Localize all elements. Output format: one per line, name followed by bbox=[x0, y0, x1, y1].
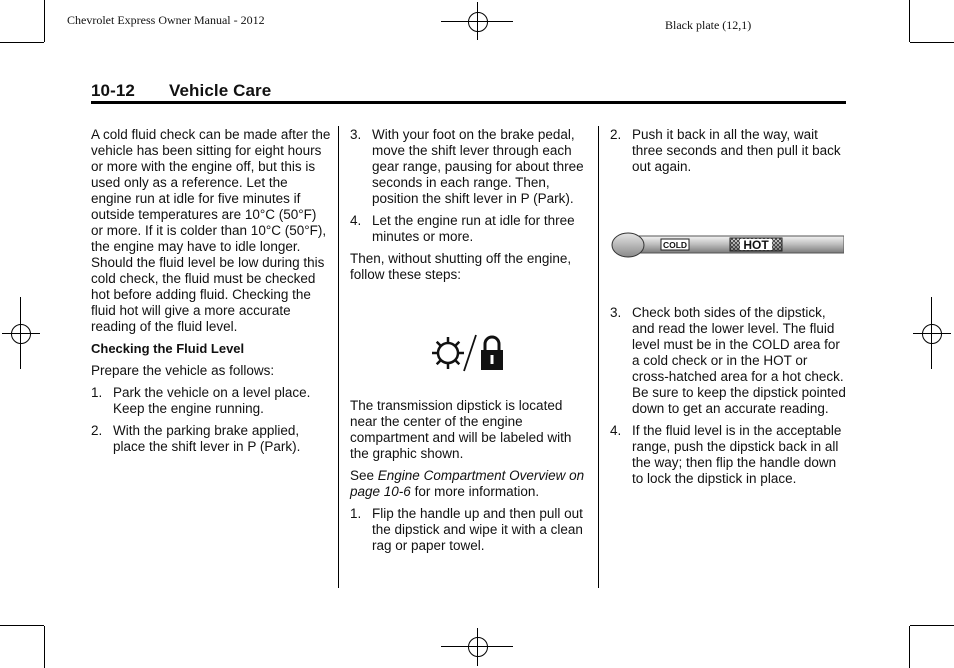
list-item: 3. With your foot on the brake pedal, move the shift lever through each gear range, pausing for about three seconds in each range. Then, position the shift lever in P (Park). bbox=[350, 127, 584, 206]
list-item: 4. Let the engine run at idle for three minutes or more. bbox=[350, 213, 575, 244]
cold-check-paragraph: A cold fluid check can be made after the vehicle has been sitting for eight hours or more with the engine off, but this is used only as a reference. Let the engine run at idle for five minutes if outside temperatures are 10°C (50°F) or more. If it is colder than 10°C (50°F), the engine may have to idle longer. Should the fluid level be low during this cold check, the fluid must be checked hot before adding fluid. Checking the fluid hot will give a more accurate reading of the fluid level. bbox=[91, 127, 331, 334]
subheading: Checking the Fluid Level bbox=[91, 341, 245, 356]
plate-label: Black plate (12,1) bbox=[665, 18, 752, 32]
crop-mark bbox=[44, 0, 45, 42]
section-title: Vehicle Care bbox=[169, 81, 272, 100]
section-number: 10-12 bbox=[91, 81, 135, 100]
then-paragraph: Then, without shutting off the engine, follow these steps: bbox=[350, 251, 572, 282]
section-heading bbox=[91, 81, 271, 101]
crop-mark bbox=[909, 0, 910, 42]
gear-lock-icon bbox=[430, 333, 514, 373]
dipstick-illustration bbox=[610, 181, 846, 305]
list-item: 2. Push it back in all the way, wait three seconds and then pull it back out again. bbox=[610, 127, 841, 174]
prepare-paragraph: Prepare the vehicle as follows: bbox=[91, 363, 275, 378]
column-2 bbox=[350, 127, 586, 560]
see-reference: See Engine Compartment Overview on page 10-6 for more information. bbox=[350, 468, 585, 499]
crop-mark bbox=[909, 626, 910, 668]
crop-mark bbox=[0, 42, 44, 43]
list-item: 1. Flip the handle up and then pull out the dipstick and wipe it with a clean rag or paper towel. bbox=[350, 506, 583, 553]
column-3 bbox=[610, 127, 846, 493]
manual-title: Chevrolet Express Owner Manual - 2012 bbox=[67, 13, 265, 27]
list-item: 2. With the parking brake applied, place the shift lever in P (Park). bbox=[91, 423, 301, 454]
list-item: 3. Check both sides of the dipstick, and read the lower level. The fluid level must be in the COLD area for a cold check or in the HOT or cross-hatched area for a hot check. Be sure to keep the dipstick pointed down to get an accurate reading. bbox=[610, 305, 846, 416]
transmission-symbol bbox=[350, 289, 586, 398]
cold-label: COLD bbox=[662, 240, 688, 250]
column-1 bbox=[91, 127, 331, 461]
column-divider bbox=[338, 126, 339, 588]
dipstick-graphic bbox=[610, 229, 844, 263]
crop-mark bbox=[910, 42, 954, 43]
hot-label: HOT bbox=[743, 238, 769, 252]
list-item: 1. Park the vehicle on a level place. Keep the engine running. bbox=[91, 385, 311, 416]
heading-rule bbox=[91, 101, 846, 104]
column-divider bbox=[598, 126, 599, 588]
crop-mark bbox=[0, 625, 44, 626]
dipstick-location-paragraph: The transmission dipstick is located near the center of the engine compartment and will be labeled with the graphic shown. bbox=[350, 398, 572, 461]
crop-mark bbox=[44, 626, 45, 668]
cross-reference-link[interactable]: Engine Compartment Overview on page 10-6 bbox=[350, 468, 585, 499]
crop-mark bbox=[910, 625, 954, 626]
list-item: 4. If the fluid level is in the acceptable range, push the dipstick back in all the way; then flip the handle down to lock the dipstick in place. bbox=[610, 423, 842, 486]
